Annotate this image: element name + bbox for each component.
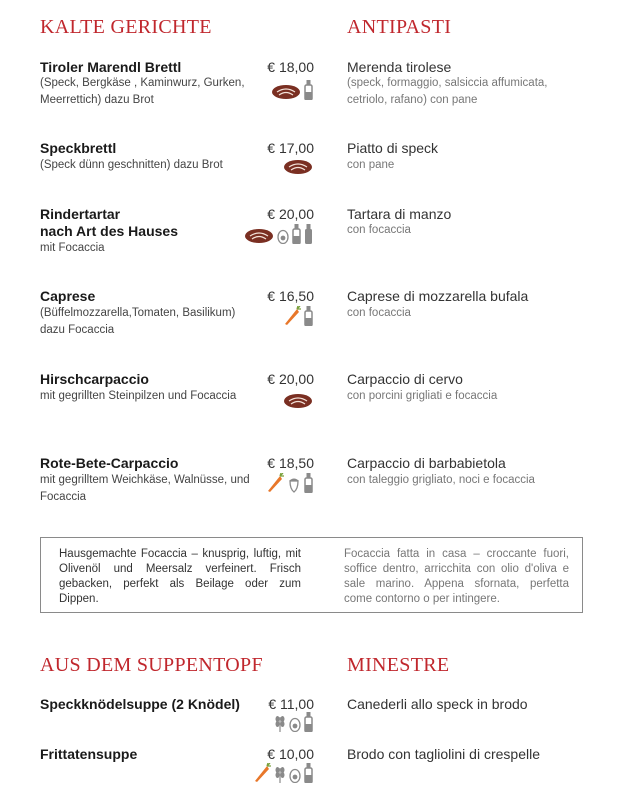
dish-name-de: Frittatensuppe (40, 746, 138, 762)
meat-icon (244, 228, 274, 244)
dish-desc-it: con porcini grigliati e focaccia (347, 390, 498, 402)
dish-name-de: Hirschcarpaccio (40, 371, 149, 387)
dish-name-it: Carpaccio di barbabietola (347, 455, 506, 471)
dish-name-it: Tartara di manzo (347, 206, 452, 222)
egg-icon (289, 716, 301, 732)
allergen-icons (283, 306, 313, 326)
dish-name-de: Speckbrettl (40, 140, 117, 156)
carrot-icon (283, 306, 301, 326)
allergen-icons (253, 763, 313, 783)
section-title-kalte-gerichte: KALTE GERICHTE (40, 16, 212, 38)
dish-name-de: Tiroler Marendl Brettl (40, 59, 182, 75)
dairy-icon (292, 224, 301, 244)
allergen-icons (266, 473, 313, 493)
nut-icon (287, 475, 301, 493)
dairy-icon (304, 712, 313, 732)
section-title-suppentopf: AUS DEM SUPPENTOPF (40, 654, 263, 676)
meat-icon (283, 393, 313, 409)
dish-name-it: Carpaccio di cervo (347, 371, 463, 387)
dish-name-de: Rindertartar nach Art des Hauses (40, 206, 178, 239)
dish-desc-it: con taleggio grigliato, noci e focaccia (347, 474, 535, 486)
dish-desc-it: con focaccia (347, 224, 411, 236)
dish-price: € 18,00 (267, 59, 314, 75)
dairy-icon (304, 473, 313, 493)
dish-name-it: Caprese di mozzarella bufala (347, 288, 529, 304)
dish-price: € 18,50 (267, 455, 314, 471)
dish-price: € 16,50 (267, 288, 314, 304)
dish-desc-de: mit Focaccia (40, 242, 105, 254)
section-title-antipasti: ANTIPASTI (347, 16, 452, 38)
dish-name-de: Caprese (40, 288, 96, 304)
dish-desc-it: con focaccia (347, 307, 411, 319)
dish-price: € 11,00 (268, 696, 314, 712)
egg-icon (289, 767, 301, 783)
carrot-icon (266, 473, 284, 493)
dish-desc-de: (Speck, Bergkäse , Kaminwurz, Gurken, Meerrettich) dazu Brot (40, 77, 245, 106)
dish-name-it: Canederli allo speck in brodo (347, 696, 528, 712)
dish-desc-it: (speck, formaggio, salsiccia affumicata, cetriolo, rafano) con pane (347, 77, 548, 106)
focaccia-text-de: Hausgemachte Focaccia – knusprig, luftig, mit Olivenöl und Meersalz verfeinert. Frisch gebacken, perfekt als Beilage oder zum Dippen. (59, 548, 301, 605)
dish-price: € 20,00 (267, 371, 314, 387)
dish-price: € 20,00 (267, 206, 314, 222)
egg-icon (277, 228, 289, 244)
dish-name-de: Speckknödelsuppe (2 Knödel) (40, 696, 240, 712)
dish-desc-de: (Büffelmozzarella,Tomaten, Basilikum) dazu Focaccia (40, 307, 236, 336)
dish-desc-de: mit gegrillten Steinpilzen und Focaccia (40, 390, 237, 402)
focaccia-info-box (40, 537, 583, 613)
dairy-icon (304, 763, 313, 783)
dish-name-it: Brodo con tagliolini di crespelle (347, 746, 540, 762)
focaccia-text-it: Focaccia fatta in casa – croccante fuori, soffice dentro, arricchita con olio d'oliva e sale marino. Appena sfornata, perfetta come contorno o per intingere. (344, 548, 569, 605)
allergen-icons (283, 393, 313, 409)
section-title-minestre: MINESTRE (347, 654, 450, 676)
wheat-icon (274, 714, 286, 732)
allergen-icons (274, 712, 313, 732)
dish-desc-it: con pane (347, 159, 395, 171)
dish-price: € 10,00 (267, 746, 314, 762)
mustard-icon (304, 224, 313, 244)
dish-desc-de: mit gegrilltem Weichkäse, Walnüsse, und Focaccia (40, 474, 250, 503)
dish-name-it: Merenda tirolese (347, 59, 452, 75)
dairy-icon (304, 80, 313, 100)
wheat-icon (274, 765, 286, 783)
dish-desc-de: (Speck dünn geschnitten) dazu Brot (40, 159, 223, 171)
carrot-icon (253, 763, 271, 783)
meat-icon (283, 159, 313, 175)
dish-name-de: Rote-Bete-Carpaccio (40, 455, 179, 471)
dish-price: € 17,00 (267, 140, 314, 156)
allergen-icons (244, 224, 313, 244)
allergen-icons (271, 80, 313, 100)
dish-name-it: Piatto di speck (347, 140, 439, 156)
dairy-icon (304, 306, 313, 326)
meat-icon (271, 84, 301, 100)
allergen-icons (283, 159, 313, 175)
